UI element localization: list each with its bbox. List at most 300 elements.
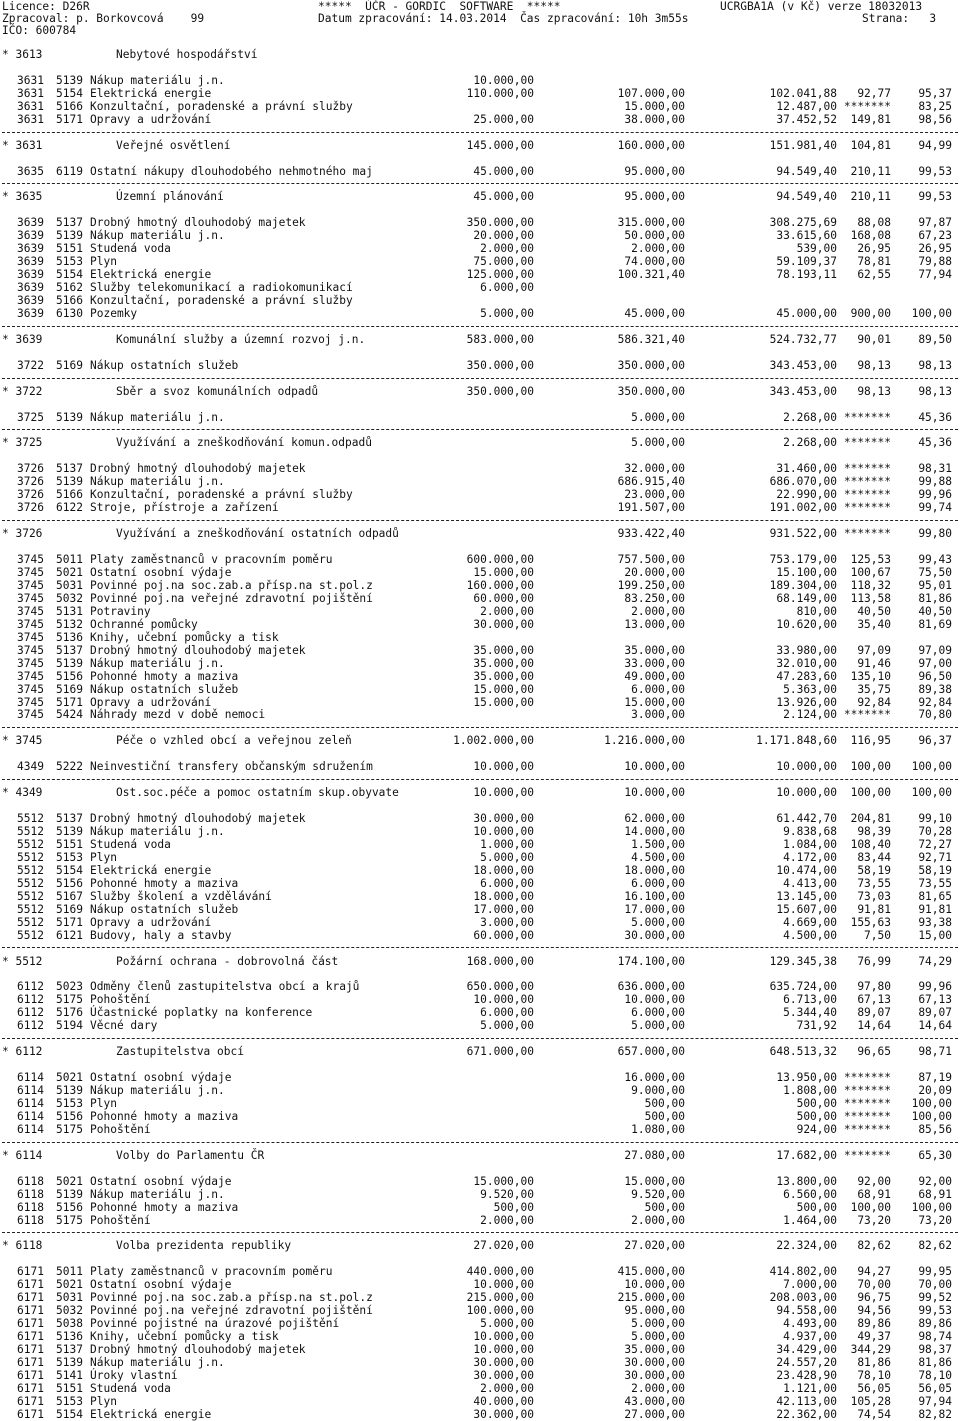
paragraph-code: * 3635 [2, 190, 43, 203]
budget-approved: 10.000,00 [473, 1343, 534, 1356]
pct-approved: ******* [843, 1084, 891, 1097]
item-name: Pohonné hmoty a maziva [90, 1110, 239, 1123]
budget-adjusted: 586.321,40 [617, 333, 685, 346]
paragraph-code: 3745 [17, 553, 44, 566]
budget-adjusted: 18.000,00 [624, 864, 685, 877]
budget-adjusted: 2.000,00 [631, 605, 685, 618]
pct-adjusted: 95,01 [918, 579, 952, 592]
item-code: 5153 [56, 1395, 83, 1408]
item-code: 5023 [56, 980, 83, 993]
budget-adjusted: 43.000,00 [624, 1395, 685, 1408]
budget-approved: 27.020,00 [473, 1239, 534, 1252]
pct-approved: 113,58 [850, 592, 891, 605]
item-code: 5137 [56, 644, 83, 657]
item-code: 5169 [56, 903, 83, 916]
paragraph-code: 6114 [17, 1084, 44, 1097]
item-row [0, 1356, 960, 1369]
budget-adjusted: 27.080,00 [624, 1149, 685, 1162]
item-code: 6121 [56, 929, 83, 942]
actual-spent: 635.724,00 [769, 980, 837, 993]
budget-approved: 350.000,00 [466, 359, 534, 372]
actual-spent: 308.275,69 [769, 216, 837, 229]
pct-adjusted: 99,53 [918, 190, 952, 203]
paragraph-name: Volba prezidenta republiky [116, 1239, 292, 1252]
item-name: Konzultační, poradenské a právní služby [90, 100, 353, 113]
pct-adjusted: 40,50 [918, 605, 952, 618]
actual-spent: 414.802,00 [769, 1265, 837, 1278]
item-name: Studená voda [90, 242, 171, 255]
pct-adjusted: 100,00 [911, 1097, 952, 1110]
budget-approved: 40.000,00 [473, 1395, 534, 1408]
item-name: Povinné poj.na veřejné zdravotní pojištění [90, 592, 373, 605]
paragraph-code: 6118 [17, 1214, 44, 1227]
budget-approved: 25.000,00 [473, 113, 534, 126]
pct-adjusted: 70,00 [918, 1278, 952, 1291]
pct-adjusted: 93,38 [918, 916, 952, 929]
budget-adjusted: 657.000,00 [617, 1045, 685, 1058]
paragraph-code: 6112 [17, 993, 44, 1006]
item-row [0, 268, 960, 281]
budget-approved: 9.520,00 [480, 1188, 534, 1201]
paragraph-code: 6171 [17, 1265, 44, 1278]
dashed-separator [2, 520, 958, 521]
budget-adjusted: 2.000,00 [631, 1382, 685, 1395]
budget-approved: 1.002.000,00 [453, 734, 534, 747]
paragraph-code: 6171 [17, 1278, 44, 1291]
pct-approved: 88,08 [857, 216, 891, 229]
budget-adjusted: 215.000,00 [617, 1291, 685, 1304]
item-name: Nákup materiálu j.n. [90, 229, 225, 242]
pct-adjusted: 95,37 [918, 87, 952, 100]
budget-approved: 500,00 [493, 1201, 534, 1214]
item-code: 5151 [56, 838, 83, 851]
budget-approved: 110.000,00 [466, 87, 534, 100]
actual-spent: 191.002,00 [769, 501, 837, 514]
budget-approved: 17.000,00 [473, 903, 534, 916]
item-code: 5139 [56, 74, 83, 87]
actual-spent: 22.990,00 [776, 488, 837, 501]
item-row [0, 1343, 960, 1356]
item-name: Věcné dary [90, 1019, 158, 1032]
budget-approved: 145.000,00 [466, 139, 534, 152]
pct-approved: 155,63 [850, 916, 891, 929]
item-code: 5141 [56, 1369, 83, 1382]
pct-approved: 100,67 [850, 566, 891, 579]
actual-spent: 78.193,11 [776, 268, 837, 281]
paragraph-code: 5512 [17, 851, 44, 864]
paragraph-code: 3639 [17, 255, 44, 268]
item-row [0, 1084, 960, 1097]
paragraph-code: 3745 [17, 670, 44, 683]
item-name: Povinné poj.na veřejné zdravotní pojištění [90, 1304, 373, 1317]
actual-spent: 32.010,00 [776, 657, 837, 670]
budget-adjusted: 95.000,00 [624, 165, 685, 178]
budget-adjusted: 160.000,00 [617, 139, 685, 152]
budget-approved: 6.000,00 [480, 281, 534, 294]
item-row [0, 864, 960, 877]
budget-adjusted: 95.000,00 [624, 190, 685, 203]
item-row [0, 255, 960, 268]
budget-adjusted: 38.000,00 [624, 113, 685, 126]
actual-spent: 4.500,00 [783, 929, 837, 942]
item-row [0, 1097, 960, 1110]
pct-adjusted: 89,07 [918, 1006, 952, 1019]
budget-approved: 10.000,00 [473, 1278, 534, 1291]
actual-spent: 45.000,00 [776, 307, 837, 320]
paragraph-code: 3745 [17, 579, 44, 592]
pct-approved: 78,10 [857, 1369, 891, 1382]
paragraph-code: 3726 [17, 462, 44, 475]
item-name: Budovy, haly a stavby [90, 929, 232, 942]
pct-adjusted: 67,23 [918, 229, 952, 242]
budget-adjusted: 50.000,00 [624, 229, 685, 242]
budget-approved: 20.000,00 [473, 229, 534, 242]
actual-spent: 500,00 [796, 1201, 837, 1214]
budget-approved: 35.000,00 [473, 670, 534, 683]
paragraph-name: Sběr a svoz komunálních odpadů [116, 385, 319, 398]
item-code: 5171 [56, 696, 83, 709]
pct-approved: 73,20 [857, 1214, 891, 1227]
item-code: 5175 [56, 1214, 83, 1227]
item-code: 5156 [56, 877, 83, 890]
budget-approved: 45.000,00 [473, 190, 534, 203]
pct-approved: 14,64 [857, 1019, 891, 1032]
budget-approved: 650.000,00 [466, 980, 534, 993]
actual-spent: 1.171.848,60 [756, 734, 837, 747]
pct-adjusted: 98,31 [918, 462, 952, 475]
item-code: 5176 [56, 1006, 83, 1019]
budget-approved: 2.000,00 [480, 605, 534, 618]
item-row [0, 657, 960, 670]
paragraph-code: 5512 [17, 916, 44, 929]
dashed-separator [2, 727, 958, 728]
paragraph-name: Volby do Parlamentu ČR [116, 1149, 265, 1162]
pct-approved: ******* [843, 436, 891, 449]
budget-adjusted: 95.000,00 [624, 1304, 685, 1317]
dashed-separator [2, 1142, 958, 1143]
item-row [0, 1265, 960, 1278]
pct-adjusted: 81,86 [918, 592, 952, 605]
item-row [0, 553, 960, 566]
pct-adjusted: 98,56 [918, 113, 952, 126]
paragraph-name: Péče o vzhled obcí a veřejnou zeleň [116, 734, 352, 747]
item-code: 5139 [56, 657, 83, 670]
actual-spent: 1.084,00 [783, 838, 837, 851]
paragraph-code: 6112 [17, 1006, 44, 1019]
budget-adjusted: 199.250,00 [617, 579, 685, 592]
budget-approved: 2.000,00 [480, 1214, 534, 1227]
item-code: 5169 [56, 683, 83, 696]
budget-approved: 10.000,00 [473, 993, 534, 1006]
paragraph-code: 6171 [17, 1330, 44, 1343]
pct-adjusted: 99,74 [918, 501, 952, 514]
pct-adjusted: 97,09 [918, 644, 952, 657]
pct-approved: 76,99 [857, 955, 891, 968]
item-code: 5154 [56, 1408, 83, 1421]
actual-spent: 13.950,00 [776, 1071, 837, 1084]
budget-adjusted: 6.000,00 [631, 683, 685, 696]
actual-spent: 23.428,90 [776, 1369, 837, 1382]
pct-adjusted: 99,43 [918, 553, 952, 566]
dashed-separator [2, 779, 958, 780]
pct-adjusted: 91,81 [918, 903, 952, 916]
item-code: 5166 [56, 100, 83, 113]
pct-adjusted: 81,86 [918, 1356, 952, 1369]
item-name: Nákup materiálu j.n. [90, 657, 225, 670]
pct-adjusted: 100,00 [911, 760, 952, 773]
item-row [0, 294, 960, 307]
paragraph-code: 3745 [17, 566, 44, 579]
item-name: Nákup materiálu j.n. [90, 825, 225, 838]
pct-approved: 344,29 [850, 1343, 891, 1356]
item-row [0, 812, 960, 825]
pct-adjusted: 89,38 [918, 683, 952, 696]
item-row [0, 100, 960, 113]
header-line-3 [0, 24, 960, 37]
item-code: 5154 [56, 864, 83, 877]
budget-approved: 5.000,00 [480, 851, 534, 864]
pct-adjusted: 75,50 [918, 566, 952, 579]
pct-approved: ******* [843, 1097, 891, 1110]
pct-approved: 40,50 [857, 605, 891, 618]
pct-approved: ******* [843, 1071, 891, 1084]
pct-approved: ******* [843, 411, 891, 424]
item-code: 5139 [56, 1188, 83, 1201]
item-code: 5031 [56, 1291, 83, 1304]
paragraph-total-row [0, 436, 960, 449]
item-code: 5137 [56, 812, 83, 825]
budget-adjusted: 4.500,00 [631, 851, 685, 864]
pct-approved: 73,55 [857, 877, 891, 890]
paragraph-code: 5512 [17, 903, 44, 916]
pct-approved: 100,00 [850, 760, 891, 773]
budget-adjusted: 5.000,00 [631, 411, 685, 424]
paragraph-code: 3745 [17, 631, 44, 644]
pct-approved: 90,01 [857, 333, 891, 346]
pct-approved: 100,00 [850, 1201, 891, 1214]
pct-approved: 7,50 [864, 929, 891, 942]
budget-approved: 15.000,00 [473, 1175, 534, 1188]
actual-spent: 42.113,00 [776, 1395, 837, 1408]
item-name: Nákup materiálu j.n. [90, 74, 225, 87]
paragraph-code: 3631 [17, 87, 44, 100]
paragraph-code: 5512 [17, 929, 44, 942]
pct-approved: 135,10 [850, 670, 891, 683]
item-name: Plyn [90, 851, 117, 864]
pct-approved: 97,80 [857, 980, 891, 993]
paragraph-code: 3639 [17, 229, 44, 242]
budget-approved: 3.000,00 [480, 916, 534, 929]
item-code: 5175 [56, 993, 83, 1006]
item-code: 5136 [56, 631, 83, 644]
item-row [0, 281, 960, 294]
item-code: 5194 [56, 1019, 83, 1032]
page-number: Strana: 3 [862, 12, 937, 25]
paragraph-code: * 3745 [2, 734, 43, 747]
budget-adjusted: 35.000,00 [624, 644, 685, 657]
item-row [0, 579, 960, 592]
item-row [0, 1330, 960, 1343]
report-code: UCRGBA1A (v Kč) verze 18032013 [720, 0, 923, 13]
software-label: ***** ÚČR - GORDIC SOFTWARE ***** [318, 0, 561, 13]
pct-approved: 89,86 [857, 1317, 891, 1330]
item-code: 5154 [56, 87, 83, 100]
pct-approved: 108,40 [850, 838, 891, 851]
actual-spent: 343.453,00 [769, 359, 837, 372]
paragraph-code: 3745 [17, 644, 44, 657]
item-name: Povinné poj.na soc.zab.a přísp.na st.pol.z [90, 579, 373, 592]
actual-spent: 13.800,00 [776, 1175, 837, 1188]
item-row [0, 980, 960, 993]
item-name: Povinné poj.na soc.zab.a přísp.na st.pol.z [90, 1291, 373, 1304]
paragraph-code: 6171 [17, 1395, 44, 1408]
budget-adjusted: 686.915,40 [617, 475, 685, 488]
item-code: 5156 [56, 1201, 83, 1214]
item-code: 5032 [56, 1304, 83, 1317]
pct-adjusted: 81,65 [918, 890, 952, 903]
paragraph-code: 6171 [17, 1304, 44, 1317]
item-name: Platy zaměstnanců v pracovním poměru [90, 1265, 333, 1278]
budget-approved: 10.000,00 [473, 786, 534, 799]
paragraph-code: 4349 [17, 760, 44, 773]
item-name: Studená voda [90, 838, 171, 851]
processing-date: Datum zpracování: 14.03.2014 Čas zpracování: 10h 3m55s [318, 12, 689, 25]
pct-approved: 116,95 [850, 734, 891, 747]
item-name: Povinné pojistné na úrazové pojištění [90, 1317, 340, 1330]
pct-adjusted: 72,27 [918, 838, 952, 851]
dashed-separator [2, 1038, 958, 1039]
item-code: 5162 [56, 281, 83, 294]
item-name: Drobný hmotný dlouhodobý majetek [90, 812, 306, 825]
paragraph-code: 3639 [17, 294, 44, 307]
actual-spent: 5.344,40 [783, 1006, 837, 1019]
pct-adjusted: 100,00 [911, 1110, 952, 1123]
budget-adjusted: 13.000,00 [624, 618, 685, 631]
actual-spent: 4.669,00 [783, 916, 837, 929]
paragraph-name: Ost.soc.péče a pomoc ostatním skup.obyvate [116, 786, 399, 799]
paragraph-code: 6171 [17, 1291, 44, 1304]
budget-adjusted: 9.000,00 [631, 1084, 685, 1097]
budget-approved: 10.000,00 [473, 760, 534, 773]
item-row [0, 1201, 960, 1214]
item-name: Odměny členů zastupitelstva obcí a krajů [90, 980, 360, 993]
budget-approved: 35.000,00 [473, 657, 534, 670]
pct-adjusted: 96,50 [918, 670, 952, 683]
item-code: 5021 [56, 1278, 83, 1291]
paragraph-name: Veřejné osvětlení [116, 139, 231, 152]
pct-adjusted: 67,13 [918, 993, 952, 1006]
budget-adjusted: 100.321,40 [617, 268, 685, 281]
item-row [0, 605, 960, 618]
pct-approved: ******* [843, 708, 891, 721]
paragraph-code: 5512 [17, 812, 44, 825]
budget-approved: 75.000,00 [473, 255, 534, 268]
pct-approved: ******* [843, 1110, 891, 1123]
item-row [0, 165, 960, 178]
item-row [0, 307, 960, 320]
pct-approved: 94,56 [857, 1304, 891, 1317]
budget-adjusted: 5.000,00 [631, 916, 685, 929]
item-code: 5021 [56, 1175, 83, 1188]
actual-spent: 524.732,77 [769, 333, 837, 346]
paragraph-code: * 6112 [2, 1045, 43, 1058]
pct-approved: 91,81 [857, 903, 891, 916]
item-row [0, 74, 960, 87]
item-row [0, 475, 960, 488]
pct-adjusted: 99,53 [918, 165, 952, 178]
pct-approved: ******* [843, 527, 891, 540]
budget-approved: 168.000,00 [466, 955, 534, 968]
paragraph-code: 5512 [17, 825, 44, 838]
actual-spent: 4.937,00 [783, 1330, 837, 1343]
pct-adjusted: 85,56 [918, 1123, 952, 1136]
pct-approved: 91,46 [857, 657, 891, 670]
pct-adjusted: 99,88 [918, 475, 952, 488]
actual-spent: 931.522,00 [769, 527, 837, 540]
pct-adjusted: 45,36 [918, 436, 952, 449]
pct-approved: 168,08 [850, 229, 891, 242]
item-name: Služby telekomunikací a radiokomunikací [90, 281, 353, 294]
pct-adjusted: 65,30 [918, 1149, 952, 1162]
item-name: Úroky vlastní [90, 1369, 178, 1382]
item-name: Nákup materiálu j.n. [90, 475, 225, 488]
pct-approved: 96,65 [857, 1045, 891, 1058]
item-code: 5154 [56, 268, 83, 281]
budget-adjusted: 3.000,00 [631, 708, 685, 721]
budget-adjusted: 30.000,00 [624, 1369, 685, 1382]
item-name: Nákup ostatních služeb [90, 683, 239, 696]
paragraph-code: * 3639 [2, 333, 43, 346]
item-row [0, 566, 960, 579]
pct-adjusted: 58,19 [918, 864, 952, 877]
pct-approved: 78,81 [857, 255, 891, 268]
pct-adjusted: 73,20 [918, 1214, 952, 1227]
paragraph-code: 3631 [17, 74, 44, 87]
item-row [0, 760, 960, 773]
budget-adjusted: 10.000,00 [624, 993, 685, 1006]
pct-adjusted: 20,09 [918, 1084, 952, 1097]
actual-spent: 129.345,38 [769, 955, 837, 968]
pct-approved: ******* [843, 488, 891, 501]
item-row [0, 1304, 960, 1317]
paragraph-code: 3639 [17, 281, 44, 294]
paragraph-code: 3722 [17, 359, 44, 372]
item-code: 5139 [56, 475, 83, 488]
budget-approved: 671.000,00 [466, 1045, 534, 1058]
item-code: 5424 [56, 708, 83, 721]
actual-spent: 33.615,60 [776, 229, 837, 242]
pct-adjusted: 97,94 [918, 1395, 952, 1408]
budget-adjusted: 5.000,00 [631, 1330, 685, 1343]
item-name: Nákup materiálu j.n. [90, 1356, 225, 1369]
pct-approved: 210,11 [850, 190, 891, 203]
processed-by: Zpracoval: p. Borkovcová 99 [2, 12, 205, 25]
budget-approved: 350.000,00 [466, 216, 534, 229]
item-name: Opravy a udržování [90, 696, 212, 709]
item-name: Plyn [90, 255, 117, 268]
item-row [0, 851, 960, 864]
budget-adjusted: 500,00 [644, 1110, 685, 1123]
budget-approved: 125.000,00 [466, 268, 534, 281]
actual-spent: 22.324,00 [776, 1239, 837, 1252]
pct-adjusted: 99,95 [918, 1265, 952, 1278]
actual-spent: 208.003,00 [769, 1291, 837, 1304]
pct-approved: 73,03 [857, 890, 891, 903]
item-name: Drobný hmotný dlouhodobý majetek [90, 216, 306, 229]
item-row [0, 903, 960, 916]
item-row [0, 644, 960, 657]
actual-spent: 59.109,37 [776, 255, 837, 268]
